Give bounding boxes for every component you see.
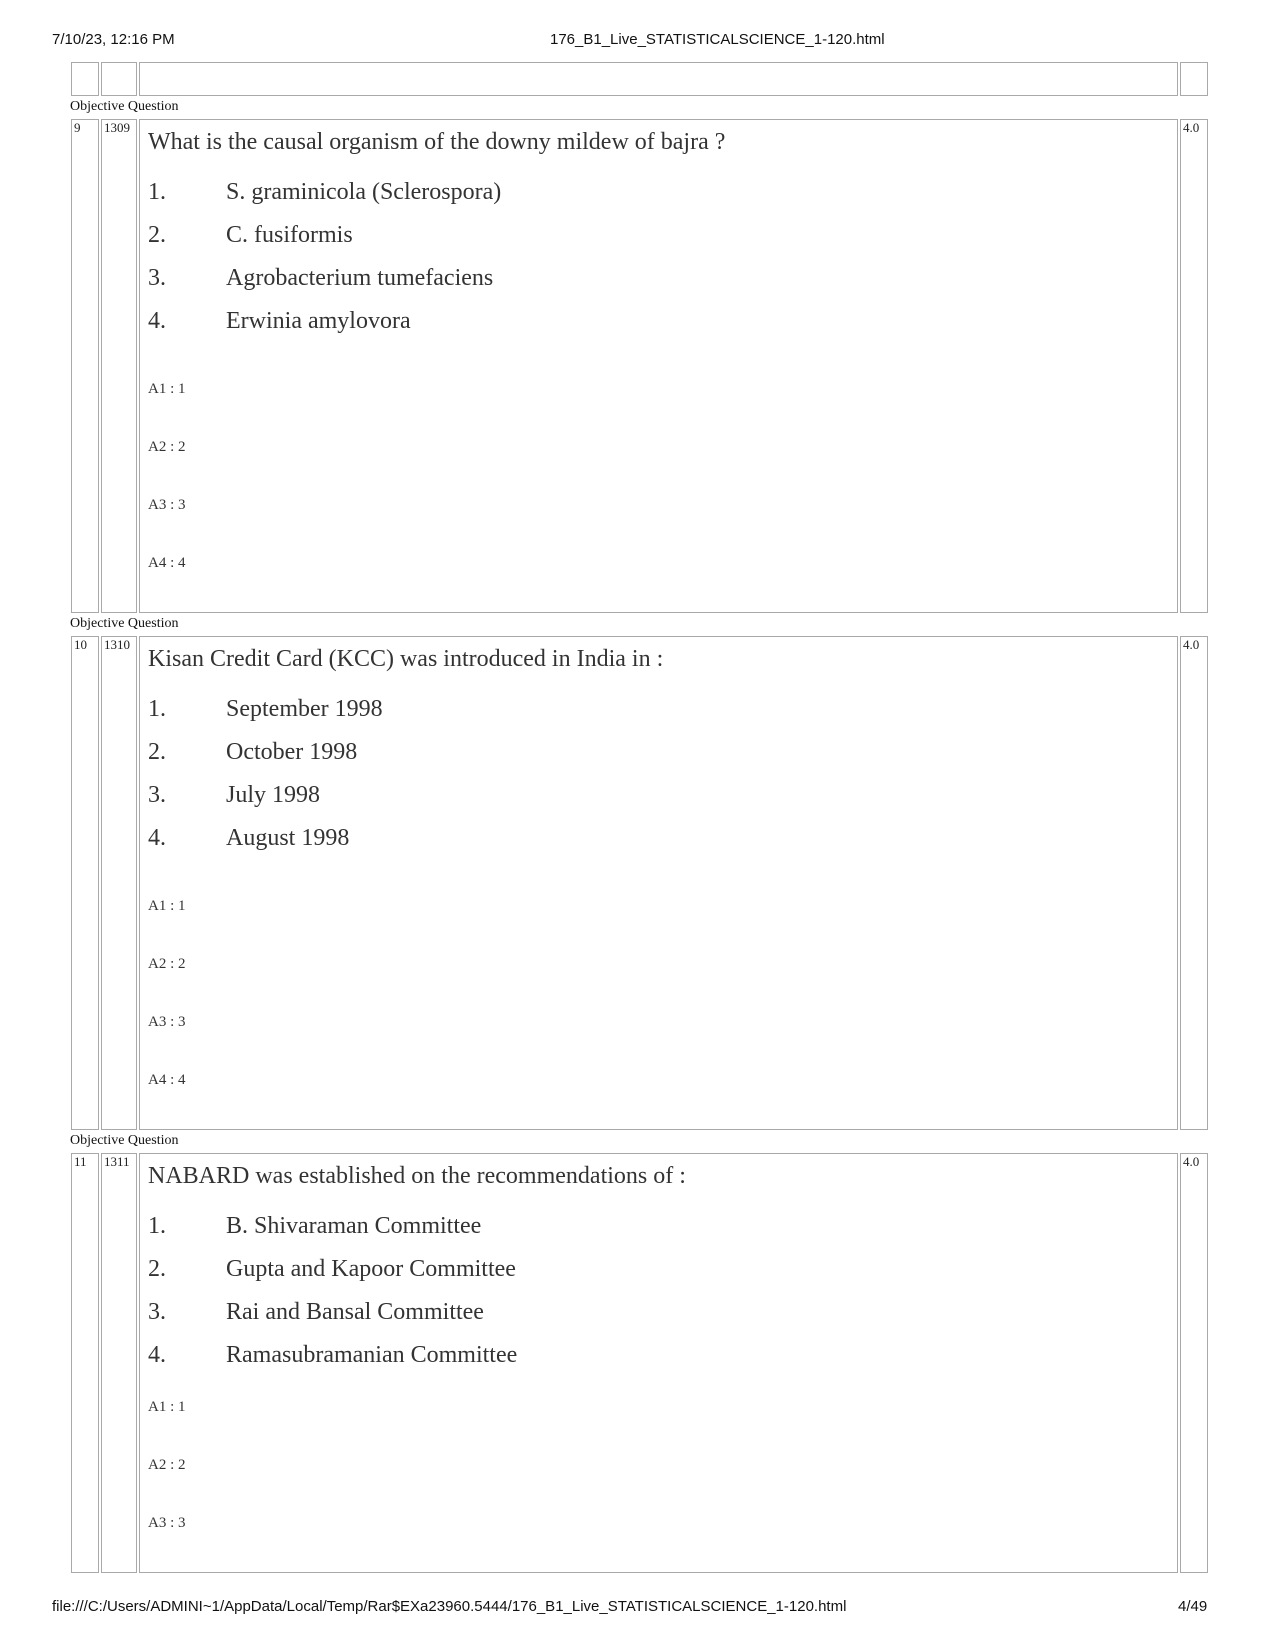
option-item (148, 1255, 1169, 1298)
question-marks: 4.0 (1180, 1153, 1208, 1573)
answer-key: A1 : 1 (148, 381, 186, 397)
option-item (148, 781, 1169, 824)
print-page-number: 4/49 (1178, 1598, 1208, 1615)
answer-key: A3 : 3 (148, 497, 186, 513)
question-body (139, 636, 1178, 1130)
option-number: 2. (148, 739, 166, 765)
option-number: 1. (148, 696, 166, 722)
option-item (148, 824, 1169, 867)
option-text: July 1998 (226, 782, 321, 808)
question-text: Kisan Credit Card (KCC) was introduced in India in : (148, 646, 664, 672)
answer-key: A3 : 3 (148, 1515, 186, 1531)
question-id: 1310 (101, 636, 137, 1130)
question-type-label: Objective Question (70, 616, 179, 631)
question-block (69, 117, 1210, 615)
question-number: 10 (71, 636, 99, 1130)
question-text: What is the causal organism of the downy mildew of bajra ? (148, 129, 726, 155)
option-list (148, 178, 1169, 350)
option-item (148, 221, 1169, 264)
option-number: 1. (148, 179, 166, 205)
question-marks: 4.0 (1180, 119, 1208, 613)
option-item (148, 178, 1169, 221)
option-text: B. Shivaraman Committee (226, 1213, 482, 1239)
option-number: 3. (148, 1299, 166, 1325)
answer-key: A2 : 2 (148, 1457, 186, 1473)
print-datetime: 7/10/23, 12:16 PM (52, 31, 175, 48)
question-block (69, 634, 1210, 1132)
answer-key: A4 : 4 (148, 555, 186, 571)
option-number: 3. (148, 265, 166, 291)
option-text: C. fusiformis (226, 222, 353, 248)
option-list (148, 695, 1169, 867)
option-item (148, 1212, 1169, 1255)
question-id: 1309 (101, 119, 137, 613)
option-text: Gupta and Kapoor Committee (226, 1256, 516, 1282)
option-number: 1. (148, 1213, 166, 1239)
option-text: Erwinia amylovora (226, 308, 411, 334)
question-block (69, 1151, 1210, 1575)
option-item (148, 1341, 1169, 1384)
answer-key: A2 : 2 (148, 956, 186, 972)
option-text: October 1998 (226, 739, 358, 765)
question-number: 11 (71, 1153, 99, 1573)
option-number: 3. (148, 782, 166, 808)
question-list (69, 60, 1210, 1575)
question-body (139, 119, 1178, 613)
question-id: 1311 (101, 1153, 137, 1573)
question-type-label: Objective Question (70, 1133, 179, 1148)
option-text: Ramasubramanian Committee (226, 1342, 518, 1368)
option-item (148, 695, 1169, 738)
answer-key: A3 : 3 (148, 1014, 186, 1030)
answer-key: A4 : 4 (148, 1072, 186, 1088)
option-text: S. graminicola (Sclerospora) (226, 179, 502, 205)
print-page-title: 176_B1_Live_STATISTICALSCIENCE_1-120.html (550, 31, 885, 48)
question-type-label: Objective Question (70, 99, 179, 114)
question-body (139, 1153, 1178, 1573)
option-number: 4. (148, 308, 166, 334)
option-text: August 1998 (226, 825, 350, 851)
answer-key: A2 : 2 (148, 439, 186, 455)
option-item (148, 738, 1169, 781)
print-file-path: file:///C:/Users/ADMINI~1/AppData/Local/Temp/Rar$EXa23960.5444/176_B1_Live_STATISTICALSCIENCE_1-120.html (52, 1598, 847, 1615)
option-item (148, 307, 1169, 350)
option-item (148, 264, 1169, 307)
option-item (148, 1298, 1169, 1341)
answer-key: A1 : 1 (148, 898, 186, 914)
question-marks: 4.0 (1180, 636, 1208, 1130)
option-list (148, 1212, 1169, 1384)
previous-question-tail (69, 60, 1210, 98)
option-text: September 1998 (226, 696, 383, 722)
question-number: 9 (71, 119, 99, 613)
answer-key: A1 : 1 (148, 1399, 186, 1415)
option-text: Rai and Bansal Committee (226, 1299, 484, 1325)
question-text: NABARD was established on the recommendations of : (148, 1163, 686, 1189)
option-number: 4. (148, 1342, 166, 1368)
option-number: 4. (148, 825, 166, 851)
option-number: 2. (148, 222, 166, 248)
option-text: Agrobacterium tumefaciens (226, 265, 494, 291)
option-number: 2. (148, 1256, 166, 1282)
